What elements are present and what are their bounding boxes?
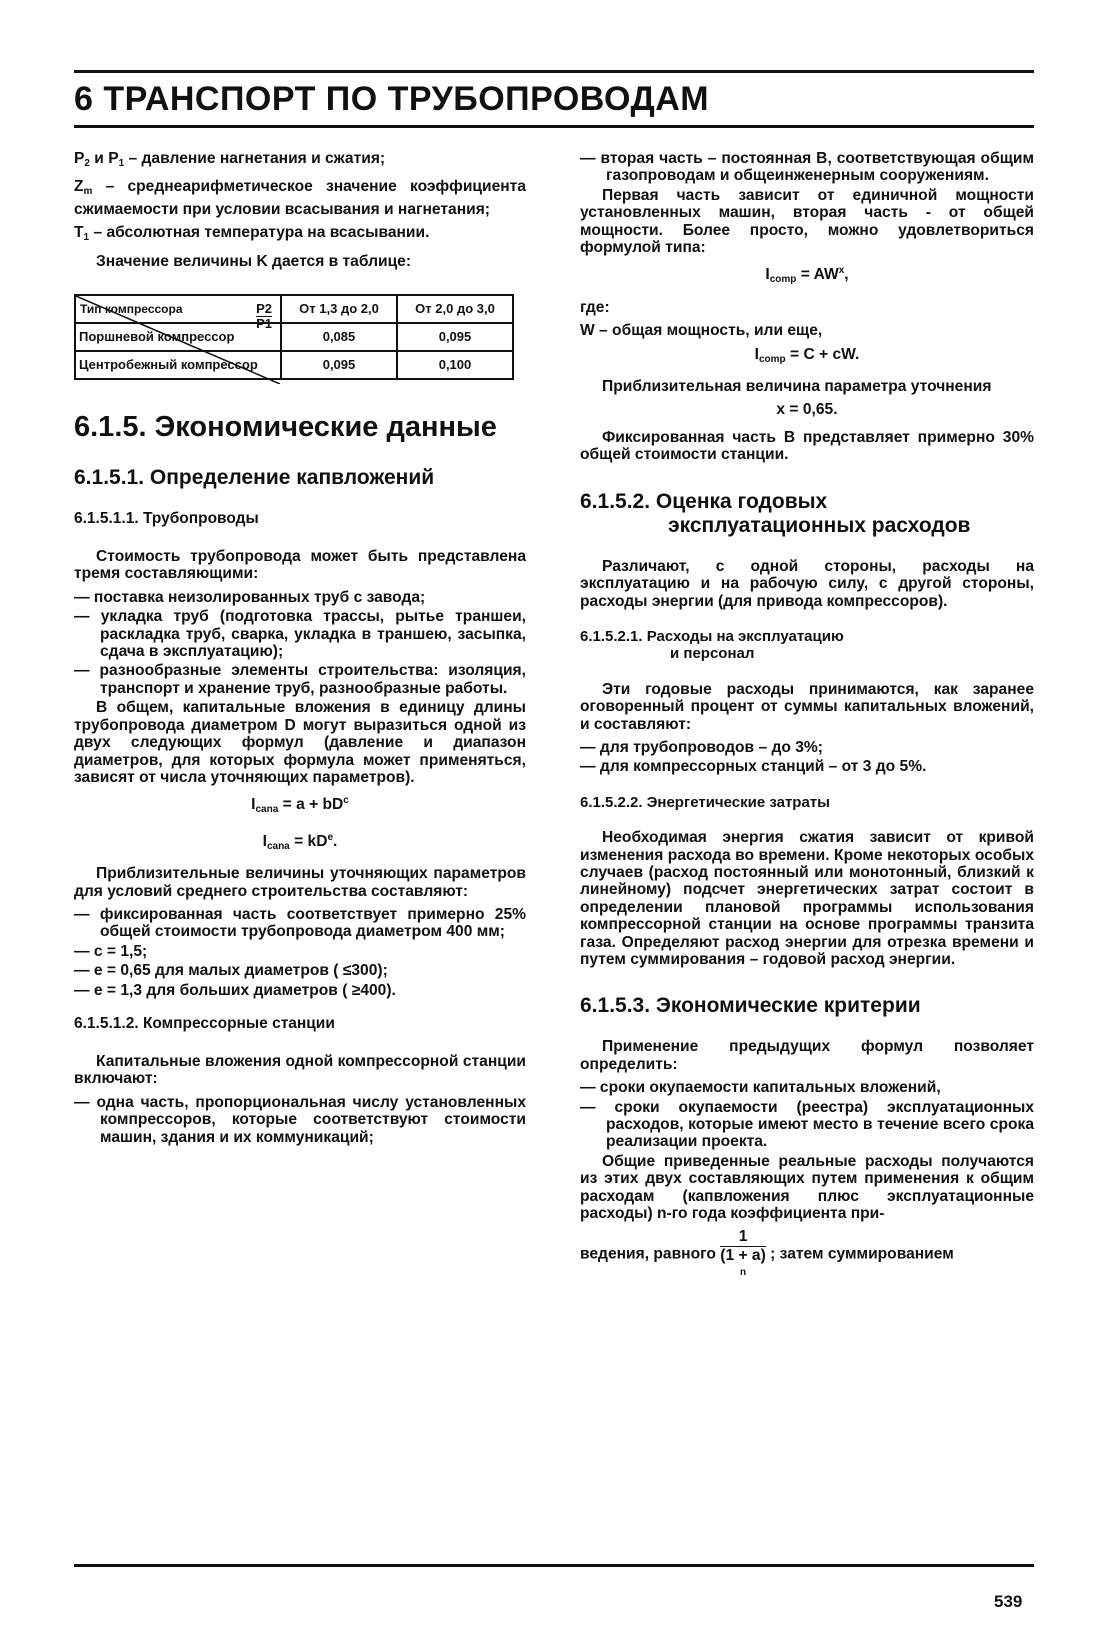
left-column	[74, 150, 526, 1148]
subsubsection-heading: 6.1.5.1.1. Трубопроводы	[74, 510, 259, 528]
subsection-heading: 6.1.5.3. Экономические критерии	[580, 994, 921, 1018]
compressor-type-label: Тип компрессора	[80, 301, 183, 316]
table-cell: 0,100	[397, 351, 513, 379]
page-number: 539	[994, 1592, 1023, 1611]
list-item: — поставка неизолированных труб с завода;	[74, 588, 426, 606]
list-item: — одна часть, пропорциональная числу установленных компрессоров, которые соответствуют стоимости машин, здания и их коммуникаций;	[74, 1093, 526, 1146]
table-cell: 0,095	[281, 351, 397, 379]
list-item: — для трубопроводов – до 3%;	[580, 738, 823, 756]
chapter-title: 6 ТРАНСПОРТ ПО ТРУБОПРОВОДАМ	[74, 80, 710, 118]
paragraph: Применение предыдущих формул позволяет определить:	[580, 1038, 1034, 1073]
subsection-heading: 6.1.5.2. Оценка годовых эксплуатационных расходов	[580, 489, 971, 537]
subsubsection-heading: 6.1.5.2.2. Энергетические затраты	[580, 793, 830, 811]
table-diagonal-cell	[75, 295, 281, 332]
list-item: — вторая часть – постоянная B, соответствующая общим газопроводам и общеинженерным сооружениям.	[580, 150, 1034, 185]
subsubsection-heading: 6.1.5.1.2. Компрессорные станции	[74, 1014, 335, 1032]
formula: x = 0,65.	[776, 401, 838, 419]
list-item: — e = 1,3 для больших диаметров ( ≥400).	[74, 981, 396, 999]
paragraph: Приблизительные величины уточняющих параметров для условий среднего строительства составляют:	[74, 865, 526, 900]
formula: $I_{comp} = C$ + cW.	[754, 345, 860, 365]
table-cell: Центробежный компрессор	[75, 351, 281, 379]
table-header: От 2,0 до 3,0	[397, 295, 513, 323]
right-column	[580, 150, 1034, 1288]
paragraph: В общем, капитальные вложения в единицу длины трубопровода диаметром D могут выразиться одной из двух следующих формул (давление и диапазон диаметров, для которых формула может применяться, зависят от числа уточняющих параметров).	[74, 699, 526, 786]
list-item: — для компрессорных станций – от 3 до 5%.	[580, 758, 927, 776]
subsection-heading: 6.1.5.1. Определение капвложений	[74, 466, 435, 490]
paragraph: Приблизительная величина параметра уточнения	[602, 378, 992, 396]
paragraph: Общие приведенные реальные расходы получаются из этих двух составляющих путем применения к общим расходам (капвложения плюс эксплуатационные расходы) n-го года коэффициента при-	[580, 1152, 1034, 1223]
section-heading: 6.1.5. Экономические данные	[74, 411, 497, 444]
list-item: — разнообразные элементы строительства: изоляция, транспорт и хранение труб, разнообразные работы.	[74, 662, 526, 697]
paragraph: Необходимая энергия сжатия зависит от кривой изменения расхода во времени. Кроме некоторых особых случаев (расход постоянный или монотонный, близкий к линейному) подсчет энергетических затрат состоит в определении плановой программы использования компрессорной станции на основе программы транзита газа. Определяют расход энергии для отрезка времени и путем суммирования – годовой расход энергии.	[580, 829, 1034, 968]
paragraph: Различают, с одной стороны, расходы на эксплуатацию и на рабочую силу, с другой стороны, расходы энергии (для привода компрессоров).	[580, 557, 1034, 610]
bottom-rule	[74, 1564, 1034, 1567]
paragraph: Капитальные вложения одной компрессорной станции включают:	[74, 1052, 526, 1088]
list-item: — e = 0,65 для малых диаметров ( ≤300);	[74, 962, 388, 980]
formula: $I_{cana} = kD^e$.	[262, 831, 338, 852]
subsubsection-heading: 6.1.5.2.1. Расходы на эксплуатацию и персонал	[580, 627, 844, 663]
table-cell: 0,095	[397, 323, 513, 351]
paragraph: W – общая мощность, или еще,	[580, 322, 823, 340]
formula: $I_{cana} = a + bD^c$	[251, 795, 349, 816]
paragraph: ведения, равного 1 (1 + a) n ; затем суммированием	[580, 1228, 1034, 1281]
list-item: — сроки окупаемости (реестра) эксплуатационных расходов, которые имеют место в течение всего срока реализации проекта.	[580, 1098, 1034, 1151]
paragraph: $Z_m$ – среднеарифметическое значение коэффициента сжимаемости при условии всасывания и нагнетания;	[74, 178, 526, 218]
paragraph: Значение величины K дается в таблице:	[96, 252, 412, 270]
list-item: — укладка труб (подготовка трассы, рытье траншеи, раскладка труб, сварка, укладка в траншею, засыпка, сдача в эксплуатацию);	[74, 608, 526, 661]
header-rule	[74, 125, 1034, 128]
pressure-ratio: P2 P1	[256, 301, 272, 332]
paragraph: Стоимость трубопровода может быть представлена тремя составляющими:	[74, 548, 526, 583]
discount-fraction: 1 (1 + a) n	[720, 1228, 766, 1279]
table-header: От 1,3 до 2,0	[281, 295, 397, 323]
paragraph: $T_1$ – абсолютная температура на всасывании.	[74, 224, 430, 244]
table-cell: 0,085	[281, 323, 397, 351]
table-cell: Поршневой компрессор	[75, 323, 281, 351]
k-table	[74, 294, 514, 380]
list-item: — сроки окупаемости капитальных вложений,	[580, 1079, 941, 1097]
paragraph: Эти годовые расходы принимаются, как заранее оговоренный процент от суммы капитальных вложений, и составляют:	[580, 680, 1034, 733]
paragraph: $P_2$ и $P_1$ – давление нагнетания и сжатия;	[74, 150, 386, 169]
top-rule	[74, 70, 1034, 73]
paragraph: где:	[580, 298, 610, 316]
paragraph: Фиксированная часть B представляет примерно 30% общей стоимости станции.	[580, 428, 1034, 464]
list-item: — фиксированная часть соответствует примерно 25% общей стоимости трубопровода диаметром 400 мм;	[74, 905, 526, 941]
formula: $I_{comp} = AW^x$,	[765, 265, 849, 286]
paragraph: Первая часть зависит от единичной мощности установленных машин, вторая часть - от общей мощности. Более просто, можно удовлетвориться формулой типа:	[580, 186, 1034, 257]
list-item: — c = 1,5;	[74, 942, 148, 960]
